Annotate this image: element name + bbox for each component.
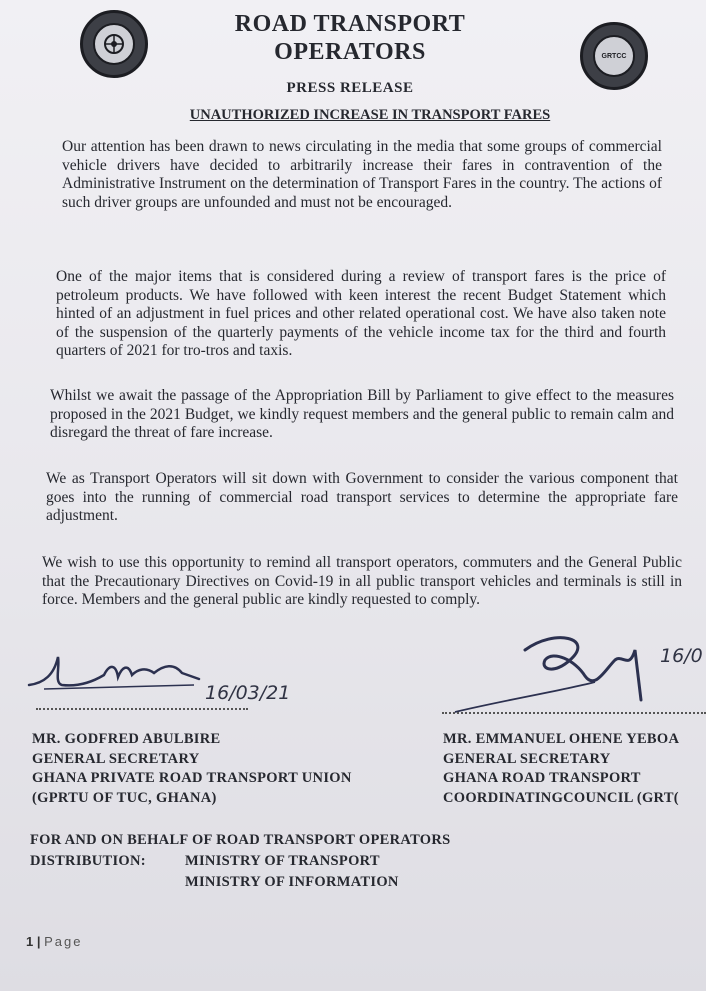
right-signatory-org-2: COORDINATINGCOUNCIL (GRT( <box>443 789 679 806</box>
page-word: Page <box>44 934 83 949</box>
distribution-line <box>30 851 380 871</box>
grtcc-seal-icon <box>580 22 648 90</box>
wheel-icon <box>102 32 126 56</box>
document-title-line1: ROAD TRANSPORT <box>234 11 466 37</box>
right-signatory-block <box>443 730 679 808</box>
left-signatory-name: MR. GODFRED ABULBIRE <box>32 731 221 747</box>
distribution-item-1: MINISTRY OF TRANSPORT <box>185 853 380 869</box>
left-signature-date: 16/03/21 <box>205 682 291 704</box>
right-signatory-title: GENERAL SECRETARY <box>443 750 611 767</box>
press-release-heading: PRESS RELEASE <box>286 80 414 96</box>
right-signatory-name: MR. EMMANUEL OHENE YEBOA <box>443 731 680 747</box>
gprtu-seal-center <box>93 23 135 65</box>
page-separator: | <box>36 934 41 949</box>
gprtu-seal-icon <box>80 10 148 78</box>
document-title-line2: OPERATORS <box>274 39 426 65</box>
right-signature <box>445 630 675 715</box>
left-signature <box>24 645 214 700</box>
paragraph-3: Whilst we await the passage of the Appropriation Bill by Parliament to give effect to the measures proposed in the 2021 Budget, we kindly request members and the general public to remain calm and disregard the threat of fare increase. <box>50 387 674 441</box>
left-signatory-block <box>32 730 352 808</box>
page-number-value: 1 <box>26 934 34 949</box>
grtcc-seal-label: GRTCC <box>593 35 635 77</box>
distribution-label: DISTRIBUTION: <box>30 853 146 869</box>
paragraph-4: We as Transport Operators will sit down with Government to consider the various component that goes into the running of commercial road transport services to determine the appropriate fare adjustment. <box>46 470 678 524</box>
left-signature-line <box>36 708 248 710</box>
left-signatory-title: GENERAL SECRETARY <box>32 750 200 767</box>
paragraph-5: We wish to use this opportunity to remind all transport operators, commuters and the General Public that the Precautionary Directives on Covid-19 in all public transport vehicles and terminals is still in force. Members and the general public are kindly requested to comply. <box>42 554 682 608</box>
paragraph-2: One of the major items that is considered during a review of transport fares is the price of petroleum products. We have followed with keen interest the recent Budget Statement which hinted of an adjustment in fuel prices and other related operational cost. We have also taken note of the suspension of the quarterly payments of the vehicle income tax for the third and fourth quarters of 2021 for tro-tros and taxis. <box>56 268 666 359</box>
right-signature-line <box>442 712 706 714</box>
left-signatory-org-1: GHANA PRIVATE ROAD TRANSPORT UNION <box>32 770 352 786</box>
paragraph-1: Our attention has been drawn to news circulating in the media that some groups of commercial vehicle drivers have decided to arbitrarily increase their fares in contravention of the Administrative Instrument on the determination of Transport Fares in the country. The actions of such driver groups are unfounded and must not be encouraged. <box>62 138 662 211</box>
on-behalf-line: FOR AND ON BEHALF OF ROAD TRANSPORT OPERATORS <box>30 832 451 848</box>
subject-heading: UNAUTHORIZED INCREASE IN TRANSPORT FARES <box>189 107 551 123</box>
right-signatory-org-1: GHANA ROAD TRANSPORT <box>443 770 641 786</box>
right-signature-date: 16/0 <box>660 645 703 667</box>
left-signatory-org-2: (GPRTU OF TUC, GHANA) <box>32 789 217 806</box>
page-number <box>26 934 83 949</box>
distribution-item-2: MINISTRY OF INFORMATION <box>185 874 399 890</box>
